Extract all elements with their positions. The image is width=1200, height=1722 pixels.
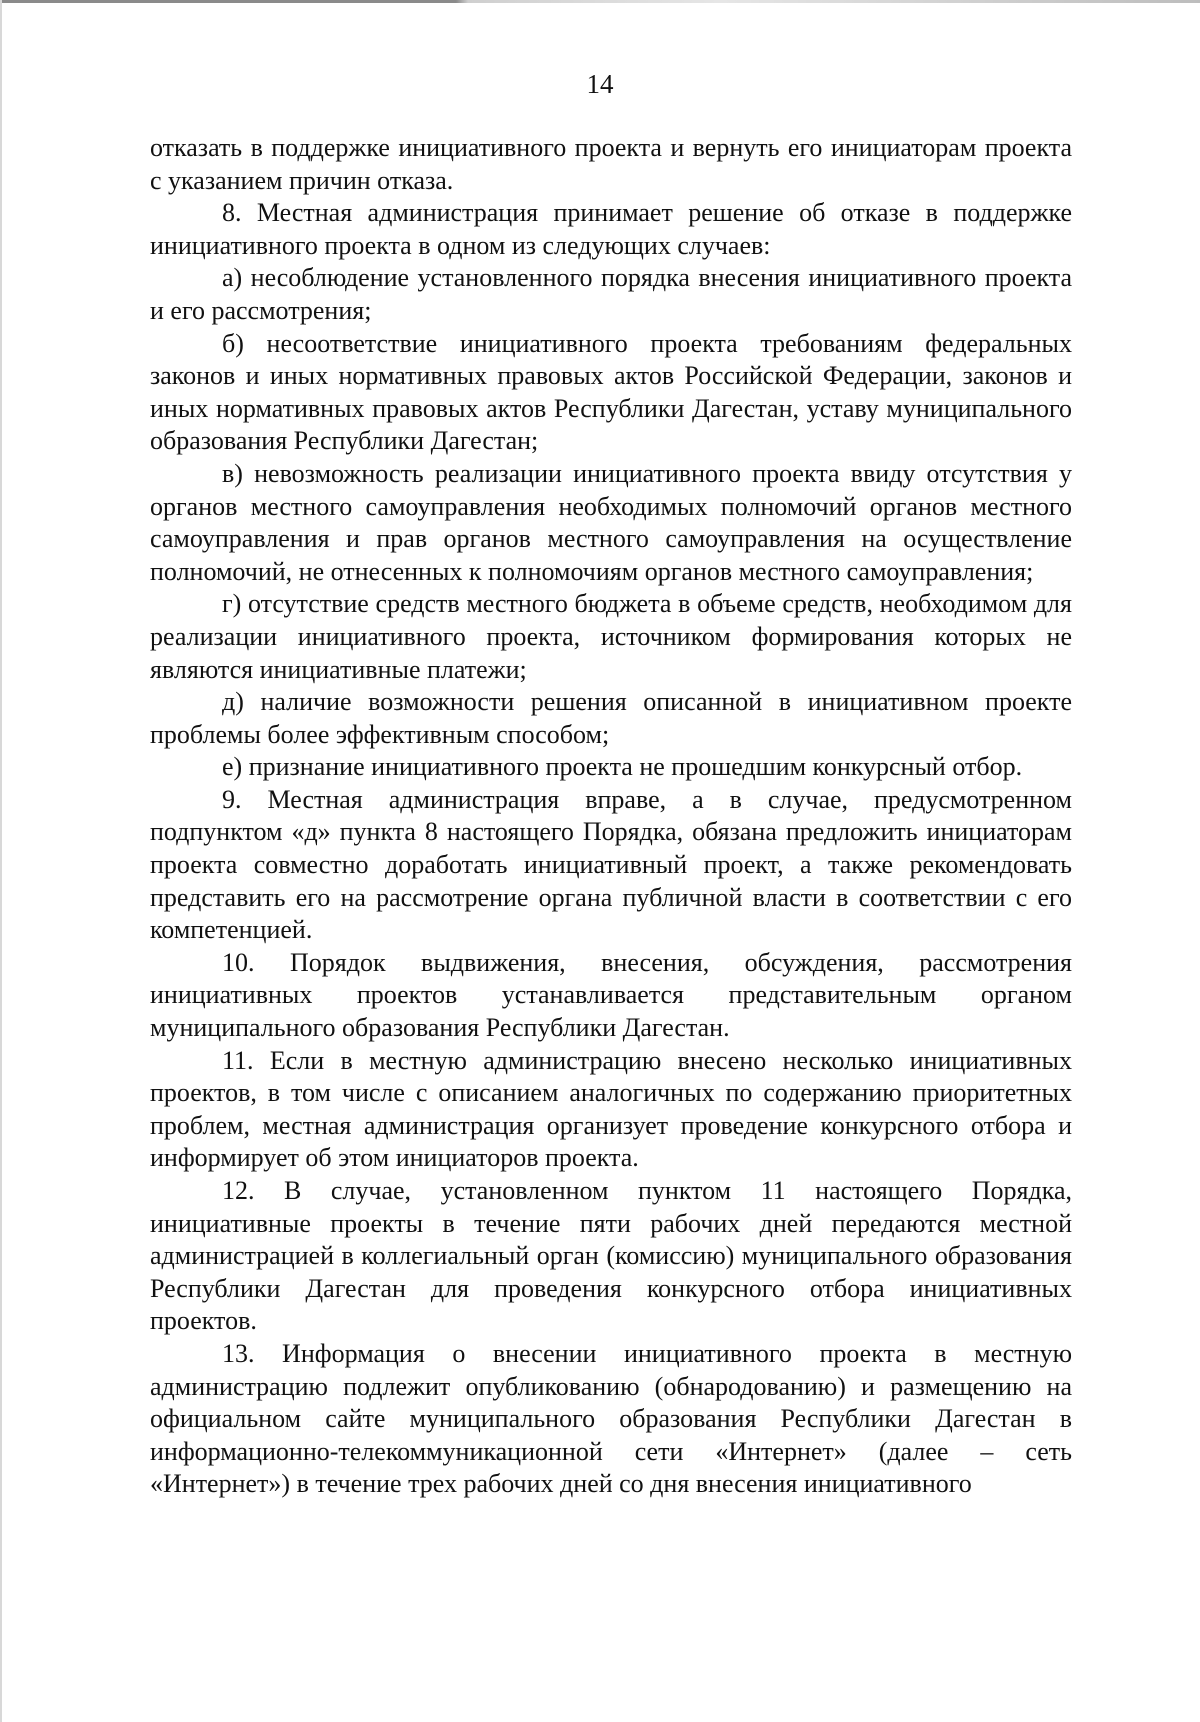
paragraph-item-13: 13. Информация о внесении инициативного проекта в местную администрацию подлежит опубликованию (обнародованию) и размещению на официальном сайте муниципального образования Республики Дагестан в информационно-телекоммуникационной сети «Интернет» (далее – сеть «Интернет») в течение трех рабочих дней со дня внесения инициативного — [150, 1338, 1072, 1499]
paragraph-subitem-d: д) наличие возможности решения описанной в инициативном проекте проблемы более эффективным способом; — [150, 687, 1072, 749]
paragraph-subitem-a: а) несоблюдение установленного порядка внесения инициативного проекта и его рассмотрения; — [150, 263, 1072, 325]
paragraph-subitem-g: г) отсутствие средств местного бюджета в объеме средств, необходимом для реализации инициативного проекта, источником формирования которых не являются инициативные платежи; — [150, 589, 1072, 684]
paragraph-item-8: 8. Местная администрация принимает решение об отказе в поддержке инициативного проекта в одном из следующих случаев: — [150, 198, 1072, 260]
page-number: 14 — [586, 69, 614, 99]
scan-edge-left — [0, 0, 2, 1722]
paragraph-item-11: 11. Если в местную администрацию внесено несколько инициативных проектов, в том числе с описанием аналогичных по содержанию приоритетных проблем, местная администрация организует проведение конкурсного отбора и информирует об этом инициаторов проекта. — [150, 1045, 1072, 1173]
paragraph-continuation: отказать в поддержке инициативного проекта и вернуть его инициаторам проекта с указанием причин отказа. — [150, 133, 1072, 195]
paragraph-subitem-v: в) невозможность реализации инициативного проекта ввиду отсутствия у органов местного самоуправления необходимых полномочий органов местного самоуправления и прав органов местного самоуправления на осуществление полномочий, не отнесенных к полномочиям органов местного самоуправления; — [150, 458, 1072, 586]
paragraph-subitem-b: б) несоответствие инициативного проекта требованиям федеральных законов и иных нормативных правовых актов Российской Федерации, законов и иных нормативных правовых актов Республики Дагестан, уставу муниципального образования Республики Дагестан; — [150, 328, 1072, 456]
paragraph-item-10: 10. Порядок выдвижения, внесения, обсуждения, рассмотрения инициативных проектов устанавливается представительным органом муниципального образования Республики Дагестан. — [150, 947, 1072, 1043]
scan-edge-top — [0, 0, 1200, 3]
paragraph-item-9: 9. Местная администрация вправе, а в случае, предусмотренном подпунктом «д» пункта 8 настоящего Порядка, обязана предложить инициаторам проекта совместно доработать инициативный проект, а также рекомендовать представить его на рассмотрение органа публичной власти в соответствии с его компетенцией. — [150, 784, 1072, 945]
paragraph-item-12: 12. В случае, установленном пунктом 11 настоящего Порядка, инициативные проекты в течение пяти рабочих дней передаются местной администрацией в коллегиальный орган (комиссию) муниципального образования Республики Дагестан для проведения конкурсного отбора инициативных проектов. — [150, 1176, 1072, 1336]
paragraph-subitem-e: е) признание инициативного проекта не прошедшим конкурсный отбор. — [222, 752, 1023, 782]
document-body — [150, 132, 1072, 1501]
